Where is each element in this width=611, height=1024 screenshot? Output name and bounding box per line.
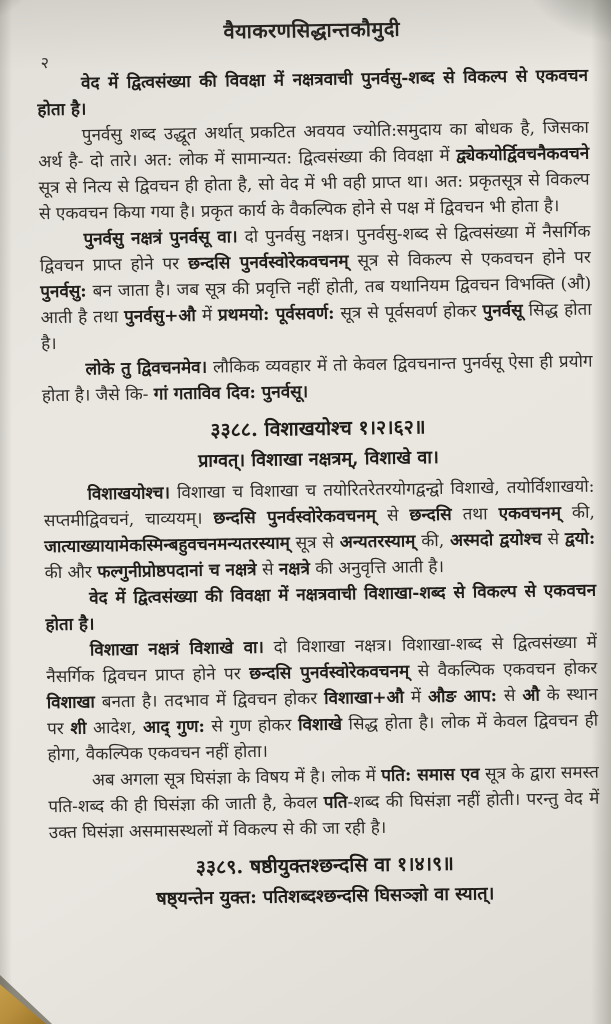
text-run: सिद्ध होता है। लोक में केवल द्विवचन ही होगा, वैकल्पिक एकवचन नहीं होता। xyxy=(47,710,599,766)
bold-term: वेद में द्वित्वसंख्या की विवक्षा में नक्षत्रवाची पुनर्वसु-शब्द से विकल्प से एकवचन होता है। xyxy=(37,65,589,121)
bold-term: विशाखा xyxy=(46,692,96,714)
text-run: पुनर्वसु शब्द उद्धूत अर्थात् प्रकटित अवयव ज्योति:समुदाय का बोधक है, जिसका अर्थ है- दो तारे। अत: लोक में सामान्यत: द्वित्वसंख्या की विवक्षा में xyxy=(38,117,589,173)
bold-term: छन्दसि xyxy=(409,504,452,526)
bold-term: छन्दसि पुनर्वस्वोरेकवचनम् xyxy=(249,661,410,685)
paragraph xyxy=(43,474,596,587)
text-run: के स्थान पर xyxy=(47,684,598,740)
bold-term: विशाखे xyxy=(298,714,343,736)
text-run: विशाखा च विशाखा च तयोरितरेतरयोगद्वन्द्वो विशाखे, तयोर्विशाखयो: सप्तमीद्विवचनं, चाव्ययम्। xyxy=(43,476,595,532)
page-text-area xyxy=(36,12,601,920)
bold-term: द्वयो: xyxy=(564,528,596,550)
bold-term: षष्ठ्यन्तेन युक्त: पतिशब्दश्छन्दसि घिसञ्ज्ञो वा स्यात्। xyxy=(156,883,495,910)
bold-term: प्राग्वत्। विशाखा नक्षत्रम्, विशाखे वा। xyxy=(197,447,439,472)
text-run: लौकिक व्यवहार में तो केवल द्विवचनान्त पुनर्वसू ऐसा ही प्रयोग होता है। जैसे कि- xyxy=(41,351,593,407)
bold-term: विशाखा+औ xyxy=(324,687,405,709)
text-run: सूत्र से xyxy=(289,532,341,554)
text-run: दो पुनर्वसु नक्षत्र। पुनर्वसु-शब्द से द्वित्वसंख्या में नैसर्गिक द्विवचन प्राप्त होने पर xyxy=(39,221,591,277)
bold-term: छन्दसि पुनर्वस्वोरेकवचनम् xyxy=(188,251,349,274)
page-number: २ xyxy=(40,53,50,73)
text-run: से गुण होकर xyxy=(204,715,299,737)
paragraph xyxy=(39,219,592,358)
text-run: की, xyxy=(415,530,451,552)
text-run: सिद्ध होता है। xyxy=(40,299,592,355)
text-run: से xyxy=(496,685,523,707)
bold-term: अस्मदो द्वयोश्च xyxy=(449,529,542,551)
text-run: की, xyxy=(560,502,595,524)
bold-term: प्रथमयो: पूर्वसवर्ण: xyxy=(217,303,335,326)
text-run: में xyxy=(403,687,429,708)
bold-term: पुनर्वसू xyxy=(482,300,523,322)
text-run: सूत्र से नित्य से द्विवचन ही होता है, सो वेद में भी वही प्राप्त था। अत: प्रकृतसूत्र से विकल्प से एकवचन किया गया है। प्रकृत कार्य के वैकल्पिक होने से पक्ष में द्विवचन भी होता है। xyxy=(38,169,590,225)
bold-term: वेद में द्वित्वसंख्या की विवक्षा में नक्षत्रवाची विशाखा-शब्द से विकल्प से एकवचन होता है। xyxy=(45,580,597,636)
bold-term: आद् गुण: xyxy=(142,716,205,738)
bold-term: छन्दसि पुनर्वस्वोरेकवचनम् xyxy=(213,506,377,529)
paragraph xyxy=(46,630,599,769)
text-run: सूत्र से विकल्प से एकवचन होने पर xyxy=(348,247,591,272)
bold-term: लोके तु द्विवचनमेव। xyxy=(85,357,208,380)
text-run: अब अगला सूत्र घिसंज्ञा के विषय में है। लोक में xyxy=(91,765,382,791)
text-run: सूत्र के द्वारा समस्त पति-शब्द की ही घिसंज्ञा की जाती है, केवल xyxy=(48,762,600,818)
bold-term: विशाखा नक्षत्रं विशाखे वा। xyxy=(89,637,265,661)
paragraph xyxy=(38,115,591,228)
paragraph xyxy=(45,578,597,639)
text-run: से xyxy=(375,505,410,527)
text-run: से वैकल्पिक एकवचन होकर xyxy=(409,658,598,682)
bold-term: पुनर्वसु+औ xyxy=(124,305,197,327)
text-run: में xyxy=(195,305,219,326)
bold-term: जात्याख्यायामेकस्मिन्बहुवचनमन्यतरस्याम् xyxy=(44,533,291,558)
bold-term: नक्षत्रे xyxy=(278,559,311,580)
bold-term: औङ आप: xyxy=(427,686,498,708)
bold-term: द्व्येकयोर्द्विवचनैकवचने xyxy=(456,143,590,166)
bold-term: अन्यतरस्याम् xyxy=(339,531,416,553)
bold-term: ३३८८. विशाखयोश्च १।२।६२॥ xyxy=(210,415,426,442)
bold-term: विशाखयोश्च। xyxy=(87,483,171,505)
bold-term: औ xyxy=(522,685,540,706)
bold-term: एकवचनम् xyxy=(498,503,562,525)
text-run: सूत्र से पूर्वसवर्ण होकर xyxy=(334,301,483,324)
paragraph xyxy=(41,349,593,410)
text-run: -शब्द की घिसंज्ञा नहीं होती। परन्तु वेद में उक्त घिसंज्ञा असमासस्थलों में विकल्प से की जा रही है। xyxy=(48,788,600,844)
text-run: से xyxy=(256,559,280,580)
bold-term: पति: समास एव xyxy=(381,764,480,786)
bold-term: पुनर्वसु नक्षत्रं पुनर्वसू वा। xyxy=(83,227,238,250)
text-run: की और xyxy=(44,562,98,584)
bold-term: गां गताविव दिव: पुनर्वसू। xyxy=(153,382,309,405)
page-title: वैयाकरणसिद्धान्तकौमुदी xyxy=(223,16,401,44)
text-run: से xyxy=(541,529,566,550)
text-run: दो विशाखा नक्षत्र। विशाखा-शब्द से द्वित्वसंख्या में नैसर्गिक द्विवचन प्राप्त होने पर xyxy=(46,632,598,688)
text-run: बन जाता है। जब सूत्र की प्रवृत्ति नहीं होती, तब यथानियम द्विवचन विभक्ति (औ) आती है तथा xyxy=(40,273,592,329)
text-run: की अनुवृत्ति आती है। xyxy=(309,556,445,580)
paragraph xyxy=(37,63,589,124)
bold-term: ३३८९. षष्ठीयुक्तश्छन्दसि वा १।४।९॥ xyxy=(195,851,455,879)
text-run: बनता है। तदभाव में द्विवचन होकर xyxy=(94,688,325,713)
text-run: तथा xyxy=(451,504,499,525)
paragraph xyxy=(48,760,600,847)
bold-term: शी xyxy=(70,718,87,739)
text-run: आदेश, xyxy=(86,717,144,739)
bold-term: पुनर्वसु: xyxy=(40,281,87,303)
bold-term: फल्गुनीप्रोष्ठपदानां च नक्षत्रे xyxy=(97,559,257,583)
bold-term: पति xyxy=(323,792,348,813)
page-content xyxy=(37,63,601,920)
